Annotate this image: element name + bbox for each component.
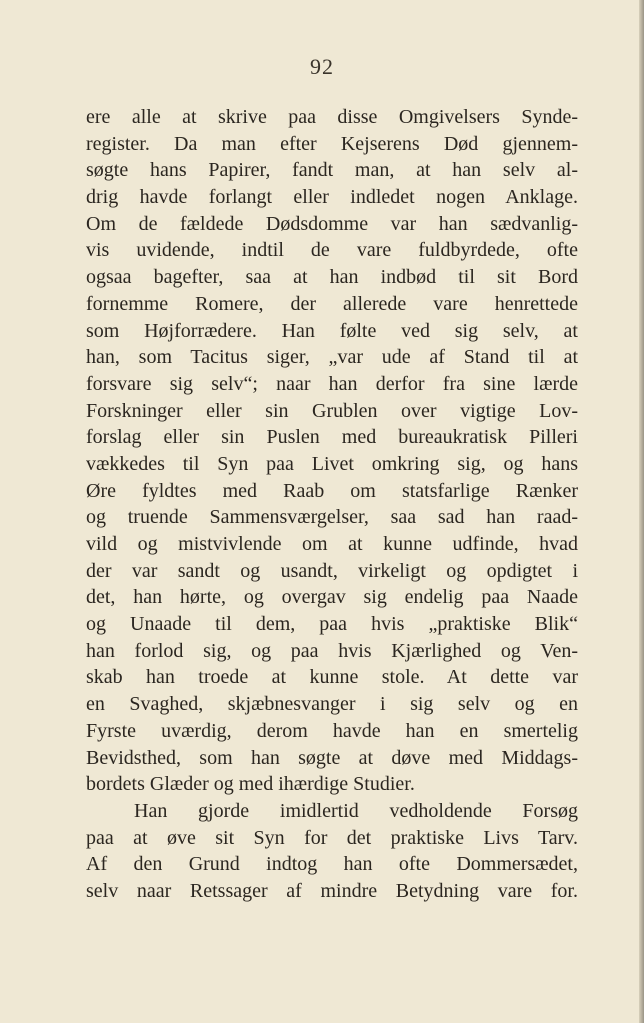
text-line: Om de fældede Dødsdomme var han sædvanlig- (86, 212, 578, 235)
text-line: forsvare sig selv“; naar han derfor fra sine lærde (86, 372, 578, 395)
page-number: 92 (310, 54, 334, 79)
text-line: og truende Sammensværgelser, saa sad han raad- (86, 506, 578, 529)
text-line: register. Da man efter Kejserens Død gjennem- (86, 132, 578, 155)
page-edge (639, 0, 644, 1023)
text-line: Øre fyldtes med Raab om statsfarlige Rænker (86, 479, 578, 502)
text-line: ogsaa bagefter, saa at han indbød til sit Bord (86, 266, 578, 289)
text-line: vis uvidende, indtil de vare fuldbyrdede, ofte (86, 239, 578, 262)
text-line: bordets Glæder og med ihærdige Studier. (86, 773, 415, 796)
text-line: drig havde forlangt eller indledet nogen Anklage. (86, 186, 578, 209)
text-line: Fyrste uværdig, derom havde han en smertelig (86, 719, 578, 742)
text-line: paa at øve sit Syn for det praktiske Livs Tarv. (86, 826, 578, 849)
body-text (86, 104, 578, 905)
text-line: det, han hørte, og overgav sig endelig paa Naade (86, 586, 578, 609)
text-line: forslag eller sin Puslen med bureaukratisk Pilleri (86, 426, 578, 449)
text-line: han, som Tacitus siger, „var ude af Stand til at (86, 346, 578, 369)
text-line: skab han troede at kunne stole. At dette var (86, 666, 578, 689)
text-line: vækkedes til Syn paa Livet omkring sig, og hans (86, 452, 578, 475)
text-line: Han gjorde imidlertid vedholdende Forsøg (134, 799, 578, 822)
text-line: Bevidsthed, som han søgte at døve med Middags- (86, 746, 578, 769)
text-line: han forlod sig, og paa hvis Kjærlighed og Ven- (86, 639, 578, 662)
text-line: og Unaade til dem, paa hvis „praktiske Blik“ (86, 613, 578, 636)
text-line: som Højforrædere. Han følte ved sig selv, at (86, 319, 578, 342)
text-line: søgte hans Papirer, fandt man, at han selv al- (86, 159, 578, 182)
text-line: vild og mistvivlende om at kunne udfinde, hvad (86, 533, 578, 555)
text-line: ere alle at skrive paa disse Omgivelsers Synde- (86, 106, 578, 128)
text-line: selv naar Retssager af mindre Betydning vare for. (86, 879, 578, 902)
text-line: Af den Grund indtog han ofte Dommersædet, (86, 853, 578, 876)
text-line: Forskninger eller sin Grublen over vigtige Lov- (86, 399, 578, 422)
text-line: fornemme Romere, der allerede vare henrettede (86, 292, 578, 315)
text-line: der var sandt og usandt, virkeligt og opdigtet i (86, 559, 578, 582)
text-line: en Svaghed, skjæbnesvanger i sig selv og en (86, 693, 578, 716)
